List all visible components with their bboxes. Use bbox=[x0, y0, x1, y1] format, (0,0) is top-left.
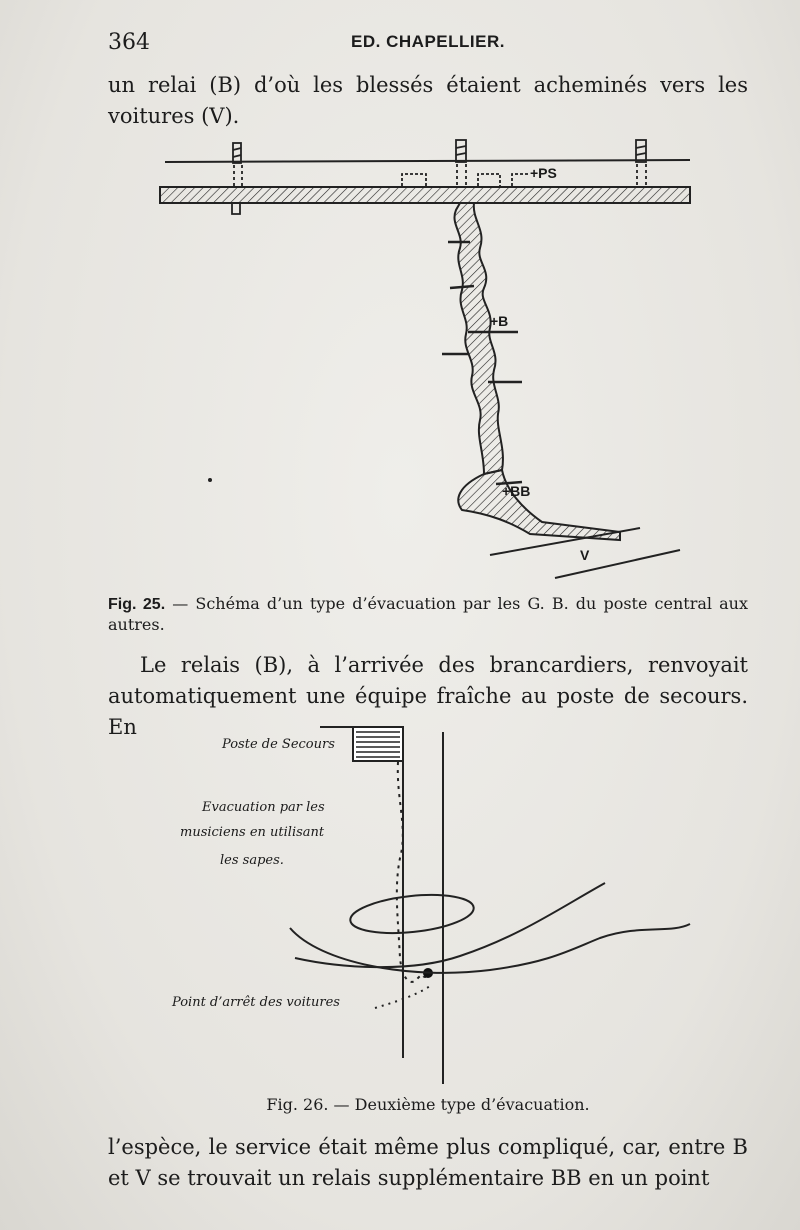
paragraph-1: un relai (B) d’où les blessés étaient acheminés vers les voitures (V). bbox=[108, 73, 748, 128]
communication-trench bbox=[454, 203, 620, 540]
figure-26-caption bbox=[108, 1095, 748, 1115]
main-trench bbox=[160, 187, 690, 203]
figure-26-caption-text: — Deuxième type d’évacuation. bbox=[328, 1095, 590, 1114]
figure-25-diagram bbox=[150, 130, 710, 585]
figure-26-label: Fig. 26. bbox=[266, 1095, 329, 1114]
label-ps: +PS bbox=[530, 165, 557, 181]
figure-26-diagram bbox=[160, 718, 720, 1090]
paragraph-3: l’espèce, le service était même plus compliqué, car, entre B et V se trouvait un relais supplémentaire BB en un point bbox=[108, 1135, 748, 1190]
figure-25-caption bbox=[108, 594, 748, 635]
label-point-arret: Point d’arrêt des voitures bbox=[172, 995, 340, 1010]
evacuation-path bbox=[397, 762, 428, 982]
paragraph-2: Le relais (B), à l’arrivée des brancardiers, renvoyait automatiquement une équipe fraîche au poste de secours. En bbox=[108, 653, 748, 739]
figure-25-label: Fig. 25. bbox=[108, 596, 166, 613]
label-poste-de-secours: Poste de Secours bbox=[222, 737, 335, 752]
label-v: V bbox=[580, 547, 590, 563]
front-line bbox=[165, 160, 690, 162]
running-head: ED. CHAPELLIER. bbox=[351, 32, 505, 51]
label-evacuation-2: musiciens en utilisant bbox=[180, 825, 325, 840]
label-b: +B bbox=[490, 313, 509, 329]
figure-25-caption-text: — Schéma d’un type d’évacuation par les G. B. du poste central aux autres. bbox=[108, 594, 748, 634]
waypoint-dot bbox=[208, 478, 212, 482]
page-number: 364 bbox=[108, 30, 150, 55]
page-header bbox=[108, 30, 748, 60]
label-bb: +BB bbox=[502, 483, 531, 499]
crater-oval bbox=[348, 890, 475, 939]
label-evacuation-1: Evacuation par les bbox=[202, 800, 325, 815]
label-evacuation-3: les sapes. bbox=[220, 853, 284, 868]
